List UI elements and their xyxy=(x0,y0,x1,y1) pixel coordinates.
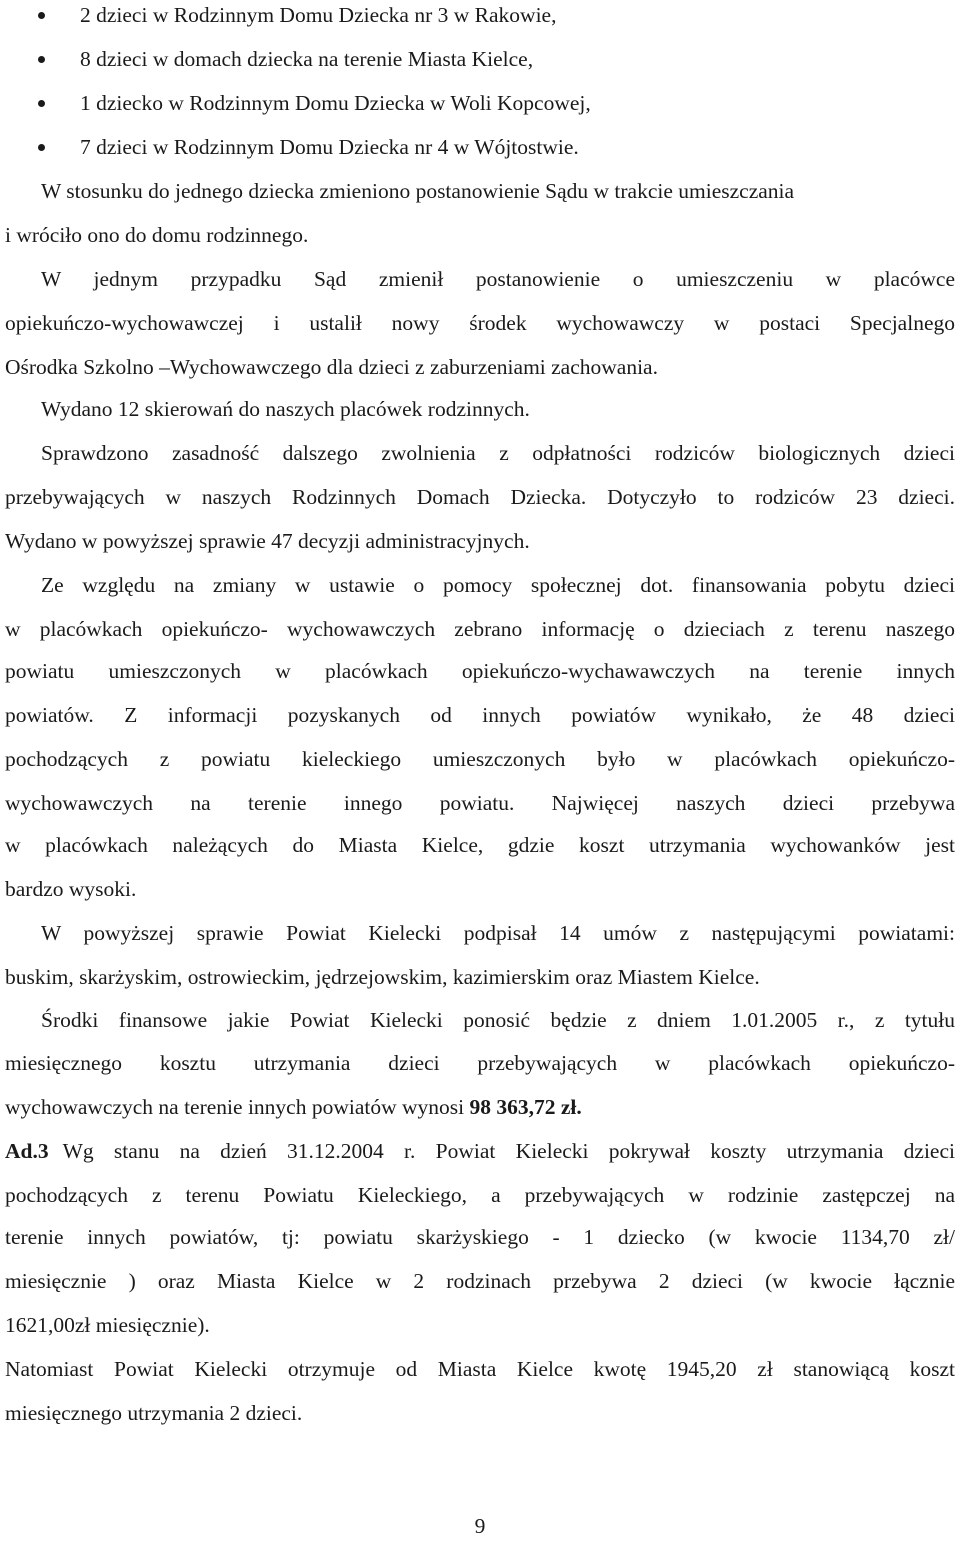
paragraph-line: Ze względu na zmiany w ustawie o pomocy społecznej dot. finansowania pobytu dzieci xyxy=(41,573,955,597)
list-item-text: 8 dzieci w domach dziecka na terenie Miasta Kielce, xyxy=(80,47,534,71)
bullet-icon xyxy=(38,144,45,151)
paragraph-line xyxy=(5,1092,955,1122)
paragraph-line: W powyższej sprawie Powiat Kielecki podpisał 14 umów z następującymi powiatami: xyxy=(41,921,955,945)
paragraph-line: w placówkach opiekuńczo- wychowawczych zebrano informację o dzieciach z terenu naszego xyxy=(5,617,955,641)
paragraph-line: Wydano 12 skierowań do naszych placówek rodzinnych. xyxy=(41,397,530,421)
section-label: Ad.3 xyxy=(5,1139,49,1163)
paragraph-line: W jednym przypadku Sąd zmienił postanowienie o umieszczeniu w placówce xyxy=(41,267,955,291)
list-item-text: 7 dzieci w Rodzinnym Domu Dziecka nr 4 w Wójtostwie. xyxy=(80,135,579,159)
list-item-text: 1 dziecko w Rodzinnym Domu Dziecka w Woli Kopcowej, xyxy=(80,91,591,115)
paragraph-line: miesięcznego utrzymania 2 dzieci. xyxy=(5,1401,303,1425)
paragraph-line: przebywających w naszych Rodzinnych Domach Dziecka. Dotyczyło to rodziców 23 dzieci. xyxy=(5,485,955,509)
paragraph-line: pochodzących z terenu Powiatu Kieleckiego, a przebywających w rodzinie zastępczej na xyxy=(5,1183,955,1207)
paragraph-line: i wróciło ono do domu rodzinnego. xyxy=(5,223,309,247)
list-item-text: 2 dzieci w Rodzinnym Domu Dziecka nr 3 w Rakowie, xyxy=(80,3,557,27)
page-number: 9 xyxy=(474,1514,486,1538)
paragraph-line: wychowawczych na terenie innego powiatu. Najwięcej naszych dzieci przebywa xyxy=(5,791,955,815)
paragraph-text: wychowawczych na terenie innych powiatów wynosi xyxy=(5,1095,465,1119)
paragraph-line: powiatów. Z informacji pozyskanych od innych powiatów wynikało, że 48 dzieci xyxy=(5,703,955,727)
paragraph-line: miesięcznego kosztu utrzymania dzieci przebywających w placówkach opiekuńczo- xyxy=(5,1051,955,1075)
paragraph-line: Ośrodka Szkolno –Wychowawczego dla dzieci z zaburzeniami zachowania. xyxy=(5,355,658,379)
paragraph-line: opiekuńczo-wychowawczej i ustalił nowy środek wychowawczy w postaci Specjalnego xyxy=(5,311,955,335)
cost-amount: 98 363,72 zł. xyxy=(469,1095,582,1119)
paragraph-line: Wydano w powyższej sprawie 47 decyzji administracyjnych. xyxy=(5,529,530,553)
paragraph-line: buskim, skarżyskim, ostrowieckim, jędrzejowskim, kazimierskim oraz Miastem Kielce. xyxy=(5,965,760,989)
paragraph-line: miesięcznie ) oraz Miasta Kielce w 2 rodzinach przebywa 2 dzieci (w kwocie łącznie xyxy=(5,1269,955,1293)
paragraph-line: Sprawdzono zasadność dalszego zwolnienia z odpłatności rodziców biologicznych dzieci xyxy=(41,441,955,465)
paragraph-line: w placówkach należących do Miasta Kielce, gdzie koszt utrzymania wychowanków jest xyxy=(5,833,955,857)
bullet-icon xyxy=(38,56,45,63)
paragraph-line: Natomiast Powiat Kielecki otrzymuje od Miasta Kielce kwotę 1945,20 zł stanowiącą koszt xyxy=(5,1357,955,1381)
paragraph-line: 1621,00zł miesięcznie). xyxy=(5,1313,210,1337)
paragraph-line: Środki finansowe jakie Powiat Kielecki ponosić będzie z dniem 1.01.2005 r., z tytułu xyxy=(41,1008,955,1032)
paragraph-line xyxy=(5,1136,955,1166)
paragraph-line: W stosunku do jednego dziecka zmieniono postanowienie Sądu w trakcie umieszczania xyxy=(41,179,795,203)
paragraph-line: terenie innych powiatów, tj: powiatu skarżyskiego - 1 dziecko (w kwocie 1134,70 zł/ xyxy=(5,1225,955,1249)
paragraph-line: powiatu umieszczonych w placówkach opiekuńczo-wychawawczych na terenie innych xyxy=(5,659,955,683)
bullet-icon xyxy=(38,100,45,107)
bullet-icon xyxy=(38,12,45,19)
paragraph-line: pochodzących z powiatu kieleckiego umieszczonych było w placówkach opiekuńczo- xyxy=(5,747,955,771)
paragraph-text: Wg stanu na dzień 31.12.2004 r. Powiat Kielecki pokrywał koszty utrzymania dzieci xyxy=(62,1139,955,1163)
paragraph-line: bardzo wysoki. xyxy=(5,877,137,901)
